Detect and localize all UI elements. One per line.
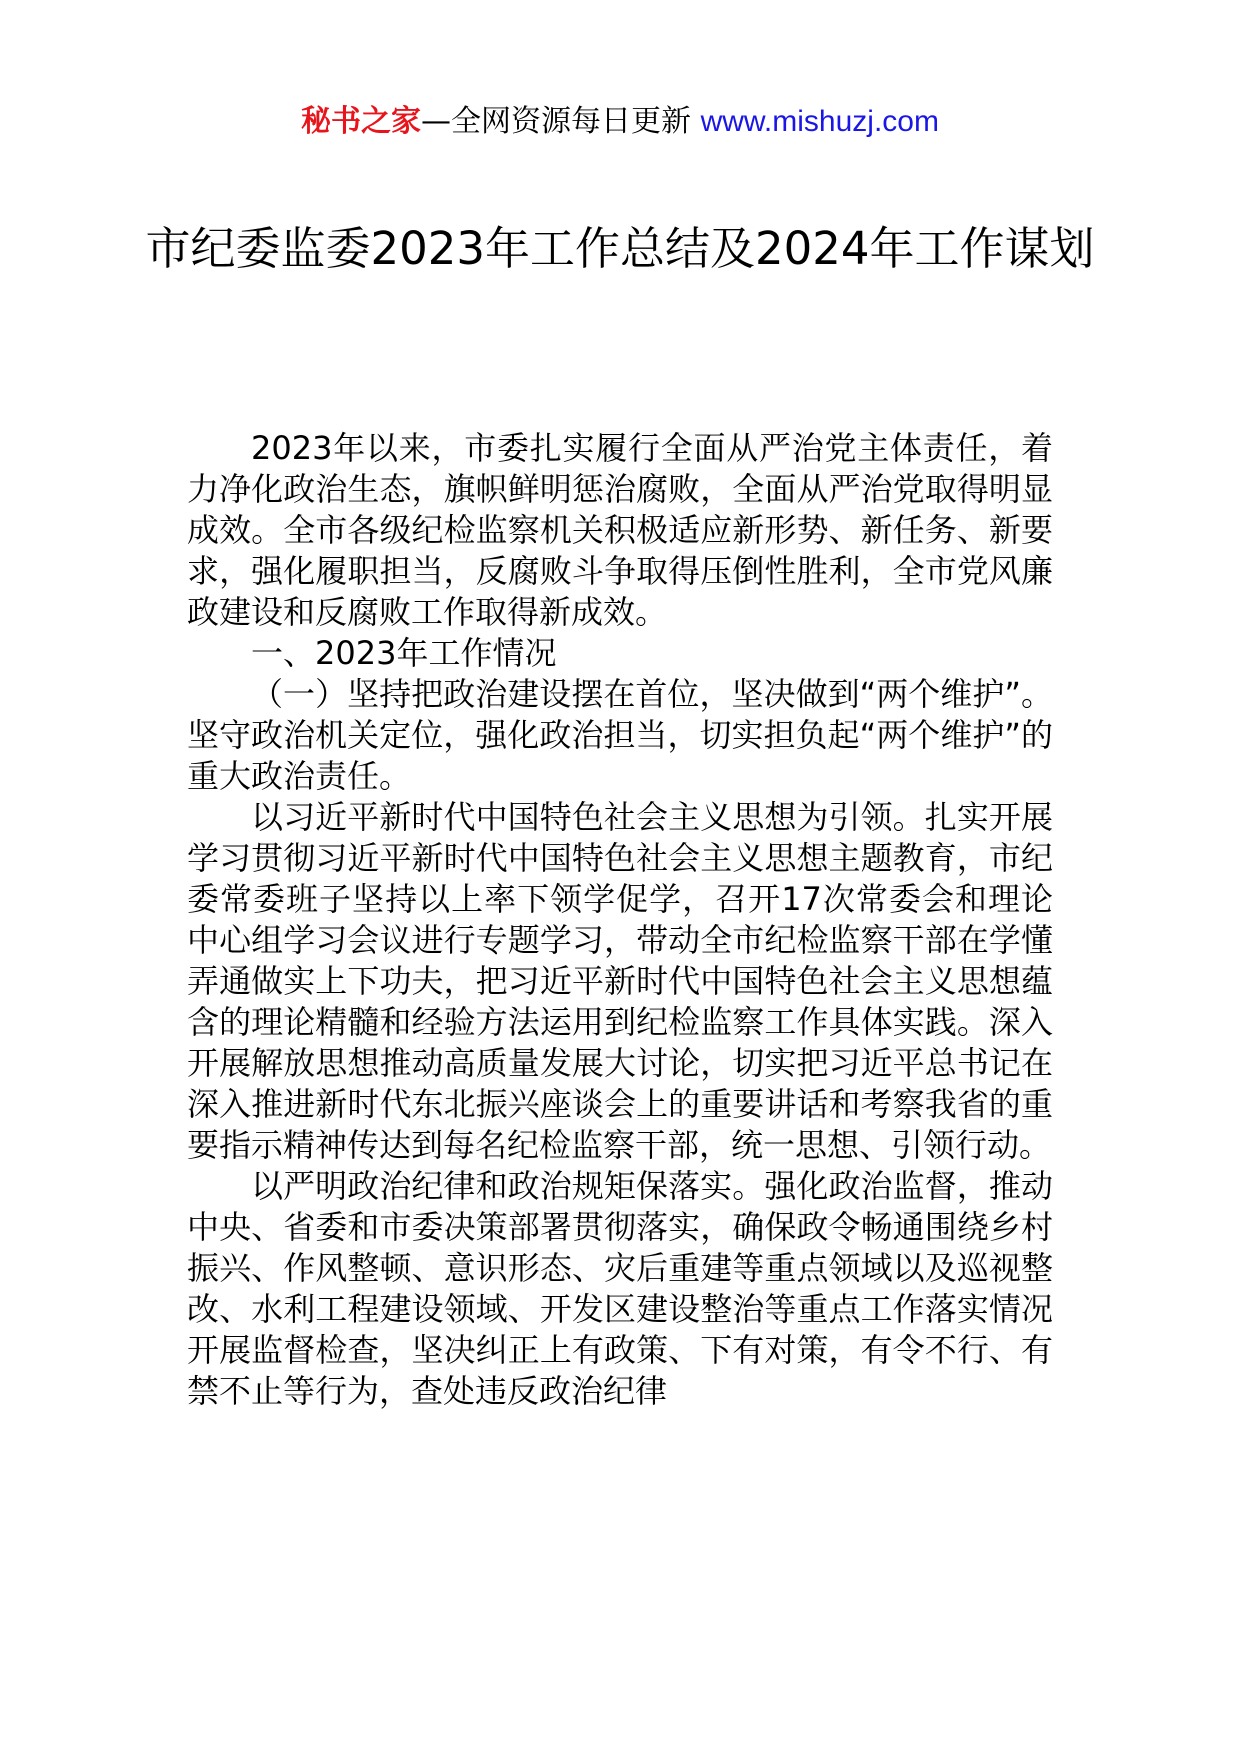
header-tagline: —全网资源每日更新 bbox=[421, 104, 701, 139]
section-heading: 一、2023年工作情况 bbox=[251, 634, 557, 672]
page-header bbox=[0, 100, 1240, 144]
subsection-heading: （一）坚持把政治建设摆在首位，坚决做到“两个维护”。坚守政治机关定位，强化政治担当，切实担负起“两个维护”的重大政治责任。 bbox=[187, 675, 1053, 795]
body-paragraph: 以习近平新时代中国特色社会主义思想为引领。扎实开展学习贯彻习近平新时代中国特色社会主义思想主题教育，市纪委常委班子坚持以上率下领学促学，召开17次常委会和理论中心组学习会议进行专题学习，带动全市纪检监察干部在学懂弄通做实上下功夫，把习近平新时代中国特色社会主义思想蕴含的理论精髓和经验方法运用到纪检监察工作具体实践。深入开展解放思想推动高质量发展大讨论，切实把习近平总书记在深入推进新时代东北振兴座谈会上的重要讲话和考察我省的重要指示精神传达到每名纪检监察干部，统一思想、引领行动。 bbox=[187, 798, 1053, 1164]
document-title: 市纪委监委2023年工作总结及2024年工作谋划 bbox=[145, 222, 1095, 275]
header-url-link[interactable]: www.mishuzj.com bbox=[700, 105, 939, 138]
intro-paragraph: 2023年以来，市委扎实履行全面从严治党主体责任，着力净化政治生态，旗帜鲜明惩治腐败，全面从严治党取得明显成效。全市各级纪检监察机关积极适应新形势、新任务、新要求，强化履职担当，反腐败斗争取得压倒性胜利，全市党风廉政建设和反腐败工作取得新成效。 bbox=[187, 429, 1053, 631]
body-paragraph: 以严明政治纪律和政治规矩保落实。强化政治监督，推动中央、省委和市委决策部署贯彻落实，确保政令畅通围绕乡村振兴、作风整顿、意识形态、灾后重建等重点领域以及巡视整改、水利工程建设领域、开发区建设整治等重点工作落实情况开展监督检查，坚决纠正上有政策、下有对策，有令不行、有禁不止等行为，查处违反政治纪律 bbox=[187, 1167, 1053, 1410]
header-brand: 秘书之家 bbox=[301, 104, 422, 139]
document-body bbox=[187, 428, 1053, 1412]
